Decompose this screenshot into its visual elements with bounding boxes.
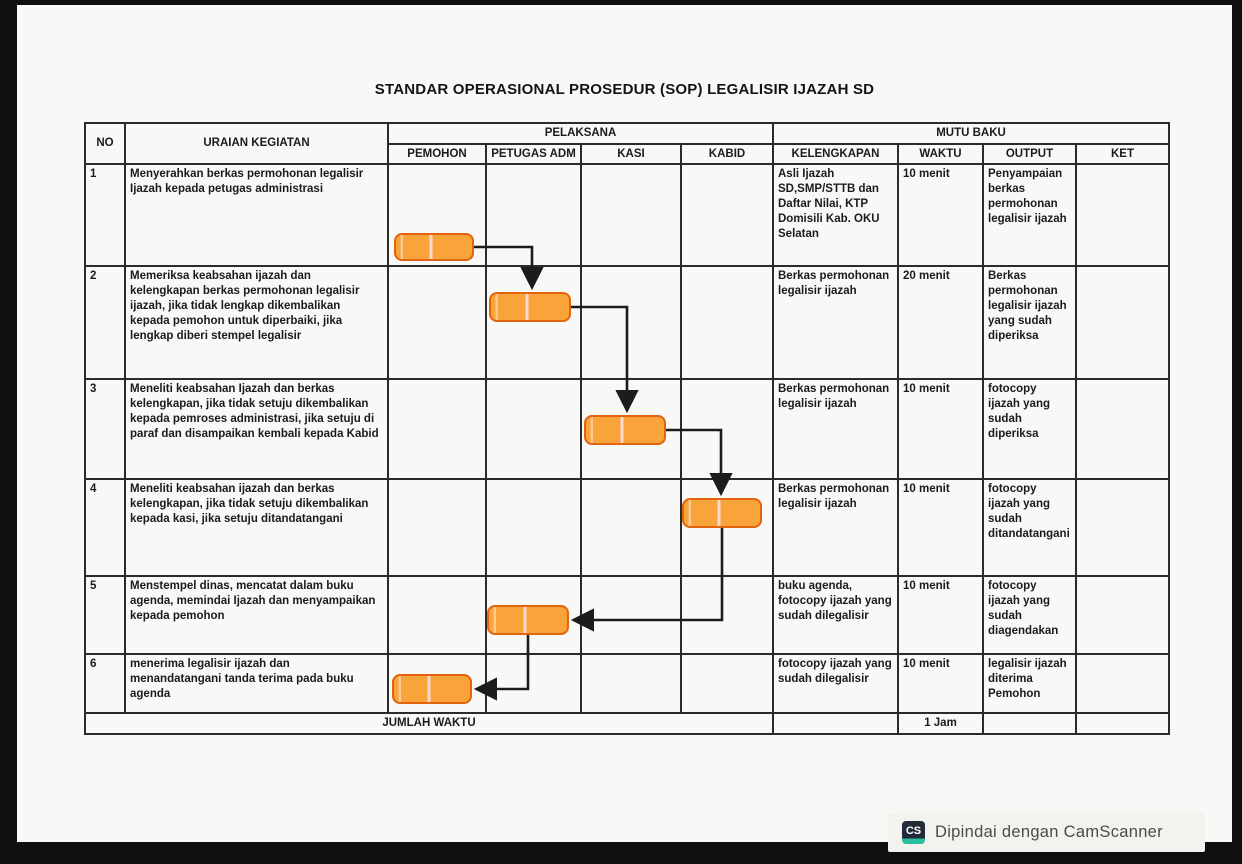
cell-petugas-adm [486,379,581,479]
cell-pemohon [388,576,486,654]
table-row [85,266,1169,379]
cell-petugas-adm [486,654,581,713]
cell-kelengkapan: Berkas permohonan legalisir ijazah [773,479,898,576]
cell-output: fotocopy ijazah yang sudah diperiksa [983,379,1076,479]
cell-kabid [681,164,773,266]
cell-kabid [681,479,773,576]
col-header-kelengkapan: KELENGKAPAN [773,144,898,164]
cell-kabid [681,654,773,713]
cell-output: Penyampaian berkas permohonan legalisir ijazah [983,164,1076,266]
cell-pemohon [388,379,486,479]
cell-pemohon [388,164,486,266]
total-row [85,713,1169,734]
footer-kelengkapan [773,713,898,734]
cell-no: 4 [85,479,125,576]
camscanner-text: Dipindai dengan CamScanner [935,823,1163,841]
sop-table-area [84,122,1168,733]
col-header-ket: KET [1076,144,1169,164]
col-header-petugas-adm: PETUGAS ADM [486,144,581,164]
cell-uraian: Menyerahkan berkas permohonan legalisir Ijazah kepada petugas administrasi [125,164,388,266]
cell-kelengkapan: Asli Ijazah SD,SMP/STTB dan Daftar Nilai, KTP Domisili Kab. OKU Selatan [773,164,898,266]
table-row [85,379,1169,479]
document-page [17,5,1232,842]
cell-ket [1076,164,1169,266]
col-header-uraian: URAIAN KEGIATAN [125,123,388,164]
cell-petugas-adm [486,164,581,266]
cell-kasi [581,379,681,479]
cell-uraian: menerima legalisir ijazah dan menandatangani tanda terima pada buku agenda [125,654,388,713]
cell-kasi [581,576,681,654]
jumlah-waktu-label: JUMLAH WAKTU [85,713,773,734]
cell-kasi [581,654,681,713]
cell-pemohon [388,479,486,576]
table-row [85,164,1169,266]
sop-table [84,122,1170,735]
cell-ket [1076,576,1169,654]
cell-kasi [581,479,681,576]
cell-kelengkapan: Berkas permohonan legalisir ijazah [773,266,898,379]
camscanner-watermark [888,813,1205,852]
cell-ket [1076,479,1169,576]
cell-uraian: Menstempel dinas, mencatat dalam buku agenda, memindai Ijazah dan menyampaikan kepada pemohon [125,576,388,654]
cell-output: fotocopy ijazah yang sudah diagendakan [983,576,1076,654]
cell-no: 3 [85,379,125,479]
cell-petugas-adm [486,266,581,379]
cell-waktu: 10 menit [898,479,983,576]
cell-waktu: 10 menit [898,379,983,479]
total-waktu-value: 1 Jam [898,713,983,734]
cell-petugas-adm [486,576,581,654]
cell-no: 2 [85,266,125,379]
cell-uraian: Meneliti keabsahan ijazah dan berkas kelengkapan, jika tidak setuju dikembalikan kepada kasi, jika setuju ditandatangani [125,479,388,576]
cell-output: legalisir ijazah diterima Pemohon [983,654,1076,713]
footer-ket [1076,713,1169,734]
table-row [85,654,1169,713]
table-row [85,479,1169,576]
col-header-kabid: KABID [681,144,773,164]
col-header-kasi: KASI [581,144,681,164]
col-header-pemohon: PEMOHON [388,144,486,164]
cell-kasi [581,266,681,379]
cell-kelengkapan: Berkas permohonan legalisir ijazah [773,379,898,479]
cell-output: fotocopy ijazah yang sudah ditandatangani [983,479,1076,576]
cell-no: 1 [85,164,125,266]
cell-output: Berkas permohonan legalisir ijazah yang sudah diperiksa [983,266,1076,379]
cell-kabid [681,379,773,479]
cell-waktu: 20 menit [898,266,983,379]
cell-kabid [681,266,773,379]
col-group-pelaksana: PELAKSANA [388,123,773,144]
cell-kelengkapan: fotocopy ijazah yang sudah dilegalisir [773,654,898,713]
col-group-mutu-baku: MUTU BAKU [773,123,1169,144]
cell-waktu: 10 menit [898,164,983,266]
cell-petugas-adm [486,479,581,576]
col-header-output: OUTPUT [983,144,1076,164]
cell-no: 6 [85,654,125,713]
cell-pemohon [388,654,486,713]
col-header-waktu: WAKTU [898,144,983,164]
cell-ket [1076,379,1169,479]
footer-output [983,713,1076,734]
cell-kabid [681,576,773,654]
page-title: STANDAR OPERASIONAL PROSEDUR (SOP) LEGALISIR IJAZAH SD [374,81,875,98]
cell-waktu: 10 menit [898,654,983,713]
cell-ket [1076,266,1169,379]
cell-kelengkapan: buku agenda, fotocopy ijazah yang sudah dilegalisir [773,576,898,654]
table-row [85,576,1169,654]
col-header-no: NO [85,123,125,164]
cell-uraian: Meneliti keabsahan Ijazah dan berkas kelengkapan, jika tidak setuju dikembalikan kepada pemroses administrasi, jika setuju di paraf dan disampaikan kembali kepada Kabid [125,379,388,479]
cell-no: 5 [85,576,125,654]
cell-kasi [581,164,681,266]
cell-waktu: 10 menit [898,576,983,654]
camscanner-icon: CS [902,821,925,844]
cell-pemohon [388,266,486,379]
cell-uraian: Memeriksa keabsahan ijazah dan kelengkapan berkas permohonan legalisir ijazah, jika tidak lengkap dikembalikan kepada pemohon untuk diperbaiki, jika lengkap diberi stempel legalisir [125,266,388,379]
cell-ket [1076,654,1169,713]
